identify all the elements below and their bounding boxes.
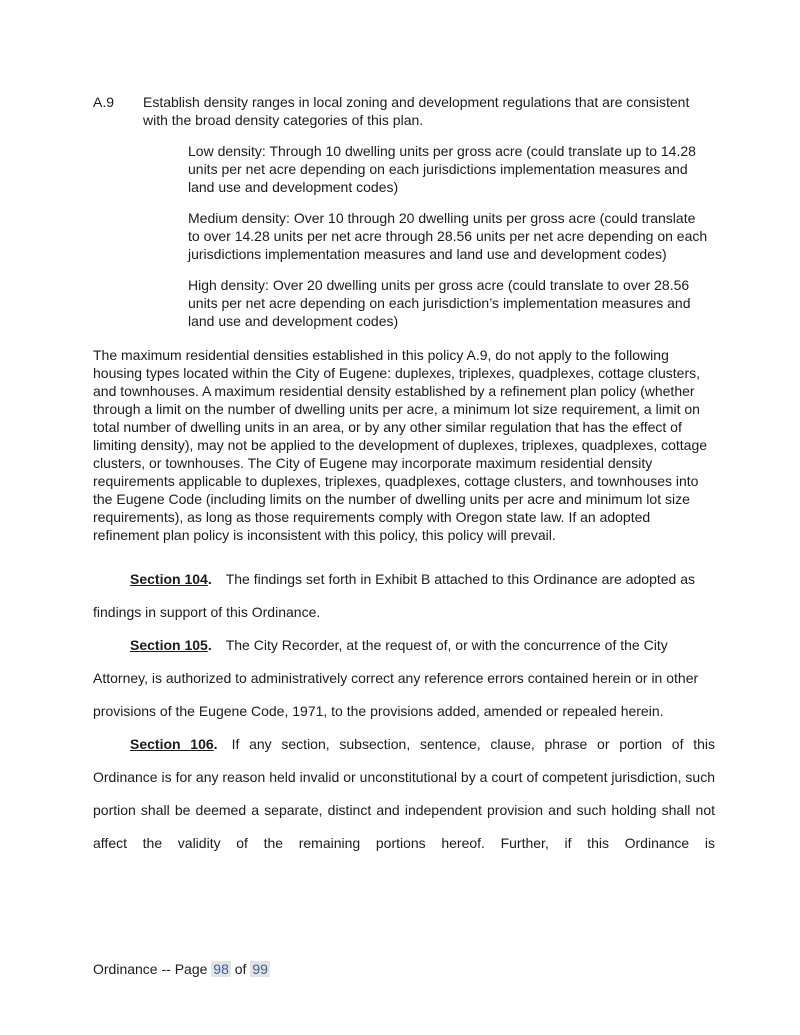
density-paragraph-high: High density: Over 20 dwelling units per gross acre (could translate to over 28.56 units per net acre depending on each jurisdiction’s implementation measures and land use and development codes) xyxy=(188,277,691,329)
page-footer xyxy=(93,960,270,978)
section-105-heading-punct: . xyxy=(207,637,212,653)
section-104-heading-punct: . xyxy=(207,571,212,587)
section-104-text: The findings set forth in Exhibit B attached to this Ordinance are adopted as findings in support of this Ordinance. xyxy=(93,571,695,620)
footer-label: Ordinance -- Page xyxy=(93,961,208,977)
section-105-heading-text: Section 105 xyxy=(130,637,208,653)
section-106-paragraph xyxy=(93,728,715,860)
density-paragraph-medium: Medium density: Over 10 through 20 dwelling units per gross acre (could translate to over 14.28 units per net acre through 28.56 units per net acre depending on each jurisdictions implementation measures and land use and development codes) xyxy=(188,210,708,262)
section-106-heading xyxy=(130,736,218,752)
section-104-heading xyxy=(130,571,212,587)
policy-number: A.9 xyxy=(93,94,115,110)
policy-intro-text: Establish density ranges in local zoning and development regulations that are consistent with the broad density categories of this plan. xyxy=(143,94,690,128)
sections-block xyxy=(93,563,715,860)
footer-of-label: of xyxy=(234,961,247,977)
section-104-paragraph xyxy=(93,563,715,629)
section-106-heading-punct: . xyxy=(213,736,218,752)
section-104-heading-text: Section 104 xyxy=(130,571,208,587)
density-paragraph-low: Low density: Through 10 dwelling units per gross acre (could translate up to 14.28 units per net acre depending on each jurisdictions implementation measures and land use and development codes) xyxy=(188,143,696,195)
policy-body-paragraph: The maximum residential densities established in this policy A.9, do not apply to the following housing types located within the City of Eugene: duplexes, triplexes, quadplexes, cottage clusters, and townhouses. A maximum residential density established by a refinement plan policy (whether through a limit on the number of dwelling units per acre, a minimum lot size requirement, a limit on total number of dwelling units in an area, or by any other similar regulation that has the effect of limiting density), may not be applied to the development of duplexes, triplexes, quadplexes, cottage clusters, or townhouses. The City of Eugene may incorporate maximum residential density requirements applicable to duplexes, triplexes, quadplexes, cottage clusters, and townhouses into the Eugene Code (including limits on the number of dwelling units per acre and minimum lot size requirements), as long as those requirements comply with Oregon state law. If an adopted refinement plan policy is inconsistent with this policy, this policy will prevail. xyxy=(93,347,708,543)
total-pages-field: 99 xyxy=(252,961,268,977)
section-106-heading-text: Section 106 xyxy=(130,736,214,752)
policy-item xyxy=(93,93,715,129)
section-105-text: The City Recorder, at the request of, or with the concurrence of the City Attorney, is authorized to administratively correct any reference errors contained herein or in other provisions of the Eugene Code, 1971, to the provisions added, amended or repealed herein. xyxy=(93,637,699,719)
page-number-field: 98 xyxy=(213,961,229,977)
section-105-heading xyxy=(130,637,212,653)
section-105-paragraph xyxy=(93,629,715,728)
section-106-text: If any section, subsection, sentence, clause, phrase or portion of this Ordinance is for any reason held invalid or unconstitutional by a court of competent jurisdiction, such portion shall be deemed a separate, distinct and independent provision and such holding shall not affect the validity of the remaining portions hereof. Further, if this Ordinance is xyxy=(93,736,715,851)
